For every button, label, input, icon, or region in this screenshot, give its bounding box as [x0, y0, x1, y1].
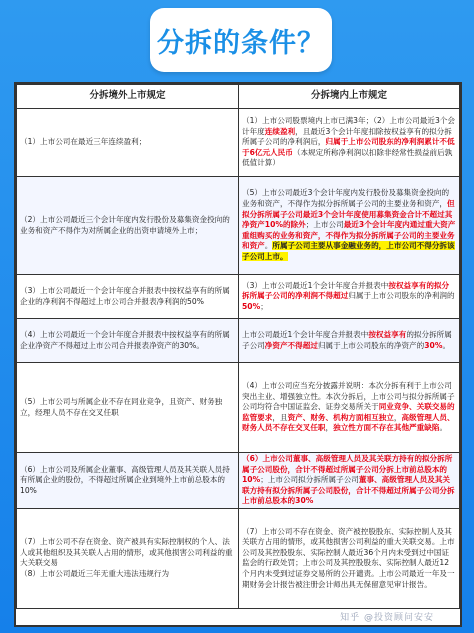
cell-domestic-rule — [239, 275, 460, 319]
rule-text-segment: 董事、高级管理人员及其关联方持有 — [242, 475, 451, 495]
rule-text-segment: 。 — [439, 423, 448, 433]
cell-domestic-rule — [239, 363, 460, 453]
cell-overseas-rule: （3）上市公司最近一个会计年度合并报表中按权益享有的所属企业的净利润不得超过上市公司合并报表净利润的50% — [17, 275, 239, 319]
table-row — [17, 363, 460, 453]
comparison-table — [16, 84, 460, 609]
rule-text-segment: 所属子公司主要从事金融业务的，上市公司不得分拆该子公司上市。 — [242, 241, 455, 261]
rule-text-segment: （5）上市公司最近3个会计年度内发行股份及募集资金投向的业务和资产，不得作为拟分拆所属子公司的主要业务和资产， — [242, 188, 450, 209]
header-right: 分拆境内上市规定 — [239, 85, 460, 109]
rule-text-segment: （4）上市公司应当充分披露并说明：本次分拆有利于上市公司突出主业、增强独立性。 — [242, 381, 452, 401]
rule-text-segment: 拟分拆所属子公司股份，合计不得超过所属子公司分拆上市前总股本的30% — [242, 485, 455, 506]
rule-text-segment: 高级管理人员、财务人员不存在交叉任职 — [242, 412, 455, 433]
comparison-table-card — [14, 82, 462, 627]
rule-text-segment: （7）上市公司不存在资金、资产被控股股东、实际控制人及其关联方占用的情形，或其他损害公司利益的重大关联交易。 — [242, 526, 452, 547]
cell-domestic-rule — [239, 453, 460, 509]
cell-overseas-rule: （5）上市公司与所属企业不存在同业竞争，且资产、财务独立，经理人员不存在交叉任职 — [17, 363, 239, 453]
rule-text-segment: 上市公司最近一年及一期财务会计报告被注册会计师出具无保留意见审计报告。 — [242, 569, 455, 589]
header-left: 分拆境外上市规定 — [17, 85, 239, 109]
rule-text-segment: 本次分拆后，上市公司与拟分拆所属子公司均符合中国证监会、证券交易所关于 — [242, 391, 455, 412]
rule-text-segment: ， — [325, 423, 334, 433]
table-row — [17, 109, 460, 177]
rule-text-segment: 归属于上市公司股东的净利润的 — [348, 291, 455, 301]
rule-text-segment: （6）上市公司董事、高级管理人员及其关联方持有 — [242, 454, 415, 463]
rule-text-segment: 最近3个会计年度内通过重大资产重组购买的业务和资产，不得作为拟分拆所属子公司的主要业务和资产 — [242, 220, 456, 251]
rule-text-segment: （本规定所称净利润以扣除非经常性损益前后孰低值计算） — [242, 147, 453, 168]
rule-text-segment: ； — [260, 301, 268, 311]
rule-text-segment: 上市公司及其控股股东、实际控制人最近36个月内未受到过中国证监会的行政处罚；上市公司及其控股股东、实际控制人最近12个月内未受到过证券交易所的公开谴责。 — [242, 537, 455, 579]
rule-text-segment: 归属于上市公司股东的净利润累计不低于6亿元人民币 — [242, 137, 455, 157]
rule-text-segment: 。 — [264, 241, 273, 251]
rule-text-segment: 30% — [424, 340, 443, 350]
rule-text-segment: 按权益享有的拟分拆所属子公司的净利润不得超过 — [242, 280, 450, 301]
rule-text-segment: 上市公司最近1个会计年度合并报表中 — [242, 329, 369, 339]
rule-text-segment: （2）上市公司最近3个会计年度 — [242, 116, 455, 136]
table-row — [17, 275, 460, 319]
cell-domestic-rule — [239, 177, 460, 275]
table-row — [17, 453, 460, 509]
rule-text-segment: 的拟分拆所属子公司 — [242, 329, 452, 350]
rule-text-segment: （1）上市公司股票境内上市已满3年； — [242, 116, 374, 126]
rule-text-segment: ；上市公司 — [305, 220, 344, 230]
cell-overseas-rule: （7）上市公司不存在资金、资产被具有实际控制权的个人、法人或其他组织及其关联人占用的情形，或其他损害公司利益的重大关联交易 （8）上市公司最近三年无重大违法违规行为 — [17, 508, 239, 608]
watermark: 知乎 @投资顾问安安 — [340, 613, 434, 623]
cell-overseas-rule: （6）上市公司及所属企业董事、高级管理人员及其关联人员持有所属企业的股份，不得超过所属企业到境外上市前总股本的10% — [17, 453, 239, 509]
rule-text-segment: ，且 — [272, 412, 288, 422]
cell-domestic-rule — [239, 109, 460, 177]
rule-text-segment: 连续盈利 — [264, 126, 296, 136]
cell-overseas-rule: （2）上市公司最近三个会计年度内发行股份及募集资金投向的业务和资产不得作为对所属企业的出资申请境外上市； — [17, 177, 239, 275]
cell-domestic-rule — [239, 319, 460, 363]
table-row — [17, 319, 460, 363]
table-row — [17, 508, 460, 608]
rule-text-segment: 50% — [242, 301, 261, 311]
rule-text-segment: 按权益享有 — [368, 329, 407, 339]
page-title: 分拆的条件？ — [157, 27, 325, 59]
table-row — [17, 177, 460, 275]
rule-text-segment: ；上市公司拟分拆所属子公司 — [260, 475, 359, 485]
cell-domestic-rule — [239, 508, 460, 608]
rule-text-segment: ，且最近3个会计年度扣除按权益享有的拟分拆所属子公司的净利润后， — [242, 126, 452, 147]
rule-text-segment: ， — [393, 412, 402, 422]
rule-text-segment: 资产、财务、机构方面相互独立 — [287, 412, 394, 422]
rule-text-segment: 归属于上市公司股东的净资产的 — [317, 340, 425, 350]
rule-text-segment: 净资产不得超过 — [264, 340, 318, 350]
cell-overseas-rule: （1）上市公司在最近三年连续盈利； — [17, 109, 239, 177]
rule-text-segment: （3）上市公司最近1个会计年度合并报表中 — [242, 280, 389, 290]
cell-overseas-rule: （4）上市公司最近一个会计年度合并报表中按权益享有的所属企业净资产不得超过上市公司合并报表净资产的30%。 — [17, 319, 239, 363]
rule-text-segment: 同业竞争、关联交易的监管要求 — [242, 402, 455, 422]
rule-text-segment: 的拟分拆所属子公司股份，合计不得超过所属子公司分拆上市前总股本的10% — [242, 454, 453, 485]
title-banner — [150, 8, 332, 72]
rule-text-segment: 。 — [442, 340, 451, 350]
table-header-row — [17, 85, 460, 109]
rule-text-segment: 独立性方面不存在其他严重缺陷 — [333, 423, 440, 433]
rule-text-segment: 但拟分拆所属子公司最近3个会计年度使用募集资金合计不超过其净资产10%的除外 — [242, 199, 455, 230]
